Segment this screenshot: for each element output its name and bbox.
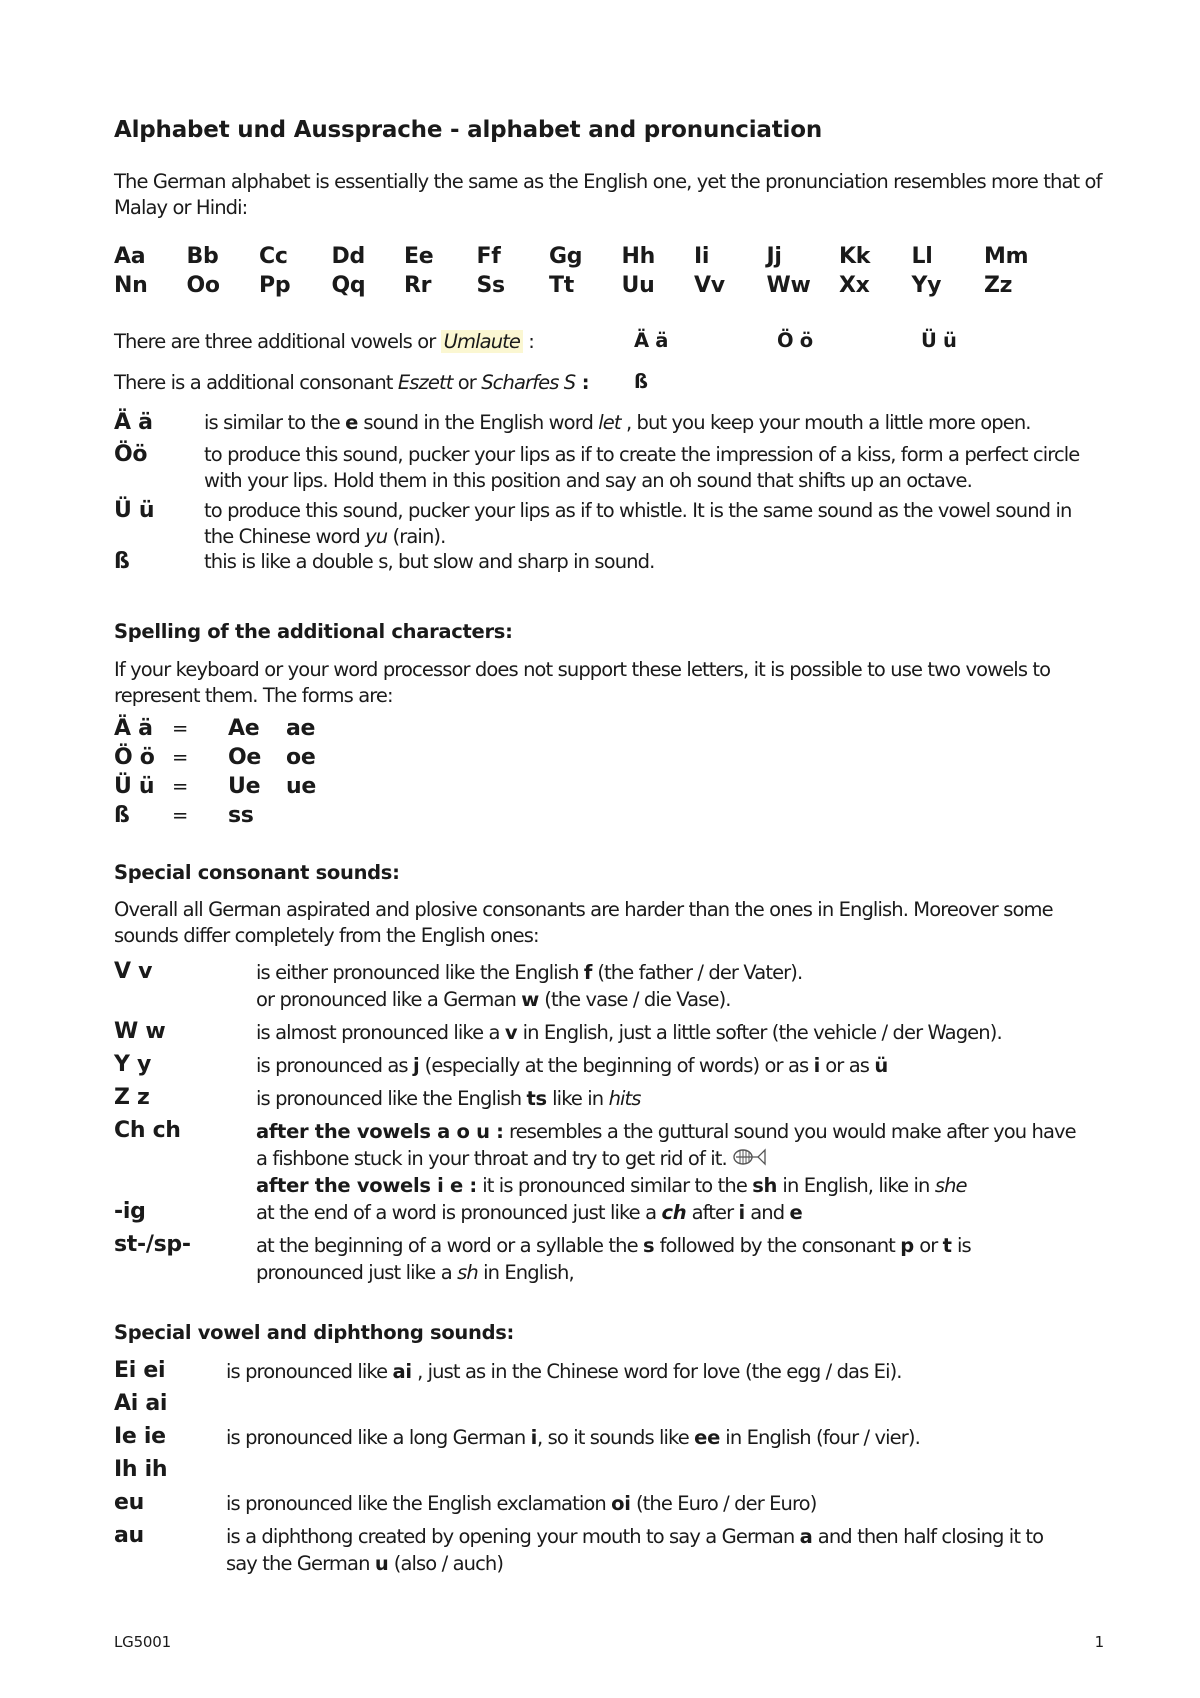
- description-text: in English,: [477, 1261, 574, 1284]
- term-key: -ig: [114, 1199, 146, 1224]
- alphabet-letter: Aa: [114, 244, 146, 269]
- term-key: Ih ih: [114, 1457, 168, 1482]
- example-word: let: [598, 411, 621, 434]
- equals-sign: =: [172, 775, 188, 798]
- alphabet-letter: Tt: [549, 273, 574, 298]
- alphabet-letter: Ss: [476, 273, 505, 298]
- term-description-line: [256, 960, 802, 986]
- term-key: W w: [114, 1019, 166, 1044]
- spelling-row: [114, 745, 414, 773]
- alphabet-letter: Gg: [549, 244, 583, 269]
- umlaut-letter-o: Ö ö: [777, 329, 813, 352]
- footer-page-number: 1: [1094, 1633, 1104, 1651]
- description-text: is similar to the: [204, 411, 346, 434]
- term-description-line: [256, 1260, 574, 1286]
- spelling-row: [114, 716, 414, 744]
- eszett-colon: :: [575, 371, 590, 394]
- term-key: Z z: [114, 1085, 150, 1110]
- alphabet-letter: Oo: [186, 273, 220, 298]
- alphabet-letter: Dd: [331, 244, 365, 269]
- term-description-line: [256, 1119, 1076, 1145]
- term-description-line: [226, 1359, 902, 1385]
- alphabet-letter: Bb: [186, 244, 219, 269]
- description-text: , but you keep your mouth a little more open.: [620, 411, 1031, 434]
- emphasis-text: i: [813, 1054, 820, 1077]
- emphasis-text: p: [900, 1234, 914, 1257]
- term-description-line: [256, 1020, 1002, 1046]
- alphabet-letter: Ii: [694, 244, 710, 269]
- eszett-intro: [114, 370, 589, 396]
- emphasis-text: j: [412, 1054, 420, 1077]
- replacement-lower: ue: [286, 774, 316, 799]
- umlaut-description: [204, 410, 1104, 436]
- emphasis-text: t: [942, 1234, 952, 1257]
- umlaut-key: ß: [114, 549, 130, 574]
- description-text: after: [686, 1201, 739, 1224]
- replacement-lower: oe: [286, 745, 316, 770]
- description-text: say the German: [226, 1552, 375, 1575]
- emphasis-text: ts: [526, 1087, 547, 1110]
- umlaut-form: ß: [114, 803, 130, 828]
- alphabet-letter: Ll: [911, 244, 933, 269]
- replacement-lower: ae: [286, 716, 316, 741]
- description-text: a fishbone stuck in your throat and try to get rid of it.: [256, 1147, 733, 1170]
- description-text: (especially at the beginning of words) or as: [419, 1054, 814, 1077]
- term-key: st-/sp-: [114, 1232, 191, 1257]
- alphabet-letter: Zz: [984, 273, 1013, 298]
- description-text: (also / auch): [388, 1552, 504, 1575]
- example-word: sh: [457, 1261, 478, 1284]
- description-text: like in: [546, 1087, 609, 1110]
- eszett-intro-text: There is a additional consonant: [114, 371, 398, 394]
- umlaut-form: Ä ä: [114, 716, 153, 741]
- description-text: pronounced just like a: [256, 1261, 458, 1284]
- term-description-line: [256, 1086, 641, 1112]
- alphabet-letter: Hh: [621, 244, 655, 269]
- emphasis-text: e: [789, 1201, 803, 1224]
- alphabet-letter: Yy: [911, 273, 942, 298]
- description-text: sound in the English word: [358, 411, 599, 434]
- fishbone-icon: [732, 1147, 766, 1167]
- example-word: she: [934, 1174, 967, 1197]
- alphabet-letter: Cc: [259, 244, 288, 269]
- term-description-line: [256, 1053, 888, 1079]
- replacement-upper: Ue: [228, 774, 261, 799]
- umlaut-letter-a: Ä ä: [634, 329, 669, 352]
- term-description-line: [226, 1425, 920, 1451]
- alphabet-letter: Jj: [766, 244, 782, 269]
- emphasis-text: f: [583, 961, 593, 984]
- emphasis-text: ee: [694, 1426, 720, 1449]
- description-text: (the vase / die Vase).: [538, 988, 731, 1011]
- emphasis-text: i: [530, 1426, 538, 1449]
- description-text: resembles a the guttural sound you would make after you have: [503, 1120, 1076, 1143]
- description-text: it is pronounced similar to the: [476, 1174, 753, 1197]
- spelling-row: [114, 803, 414, 831]
- emphasis-text: after the vowels i e :: [256, 1174, 477, 1197]
- replacement-upper: ss: [228, 803, 254, 828]
- description-text: (the father / der Vater).: [592, 961, 803, 984]
- term-description-line: [226, 1491, 816, 1517]
- umlaut-description: [204, 442, 1104, 494]
- term-key: V v: [114, 959, 153, 984]
- alphabet-letter: Ee: [404, 244, 434, 269]
- emphasis-text: ai: [392, 1360, 412, 1383]
- emphasis-text: after the vowels a o u :: [256, 1120, 504, 1143]
- scharfes-s-term: Scharfes S: [481, 371, 576, 394]
- umlaut-intro-text: There are three additional vowels or: [114, 330, 441, 353]
- umlaut-term: Umlaute: [441, 330, 523, 353]
- description-text: is pronounced like the English: [256, 1087, 527, 1110]
- description-text: to produce this sound, pucker your lips as if to whistle. It is the same sound as the vowel sound in the Chinese word: [204, 499, 1072, 548]
- term-key: eu: [114, 1490, 144, 1515]
- umlaut-form: Ü ü: [114, 774, 155, 799]
- alphabet-letter: Ff: [476, 244, 501, 269]
- emphasis-text: u: [374, 1552, 389, 1575]
- description-text: at the beginning of a word or a syllable the: [256, 1234, 643, 1257]
- spelling-heading: Spelling of the additional characters:: [114, 620, 513, 643]
- description-text: is: [951, 1234, 971, 1257]
- alphabet-letter: Qq: [331, 273, 366, 298]
- term-description-line: [256, 987, 731, 1013]
- emphasis-text: v: [504, 1021, 518, 1044]
- umlaut-intro: [114, 329, 534, 355]
- description-text: is either pronounced like the English: [256, 961, 584, 984]
- description-text: (rain).: [387, 525, 446, 548]
- term-description-line: [226, 1551, 503, 1577]
- alphabet-letter: Ww: [766, 273, 811, 298]
- equals-sign: =: [172, 717, 188, 740]
- description-text: or as: [819, 1054, 875, 1077]
- eszett-term: Eszett: [397, 371, 453, 394]
- emphasis-text: e: [345, 411, 359, 434]
- term-key: Ai ai: [114, 1391, 168, 1416]
- term-key: Ei ei: [114, 1358, 166, 1383]
- term-description-line: [256, 1146, 766, 1172]
- vowels-heading: Special vowel and diphthong sounds:: [114, 1321, 515, 1344]
- spelling-paragraph: If your keyboard or your word processor does not support these letters, it is possible to use two vowels to represent them. The forms are:: [114, 658, 1051, 707]
- umlaut-description: [204, 498, 1104, 550]
- emphasis-text: s: [642, 1234, 655, 1257]
- term-description-line: [256, 1173, 967, 1199]
- eszett-or: or: [452, 371, 482, 394]
- term-key: Ch ch: [114, 1118, 181, 1143]
- emphasis-text: ch: [661, 1201, 687, 1224]
- emphasis-text: ü: [874, 1054, 888, 1077]
- emphasis-text: i: [738, 1201, 745, 1224]
- example-word: hits: [608, 1087, 641, 1110]
- description-text: is pronounced as: [256, 1054, 413, 1077]
- description-text: or: [913, 1234, 943, 1257]
- description-text: at the end of a word is pronounced just like a: [256, 1201, 662, 1224]
- description-text: is almost pronounced like a: [256, 1021, 505, 1044]
- emphasis-text: w: [521, 988, 539, 1011]
- description-text: (the Euro / der Euro): [630, 1492, 817, 1515]
- description-text: followed by the consonant: [654, 1234, 901, 1257]
- consonants-paragraph: Overall all German aspirated and plosive consonants are harder than the ones in English. Moreover some sounds differ completely from the English ones:: [114, 898, 1053, 947]
- page-title: Alphabet und Aussprache - alphabet and pronunciation: [114, 117, 822, 143]
- term-description-line: [256, 1200, 802, 1226]
- eszett-letter: ß: [634, 370, 648, 393]
- term-description-line: [226, 1524, 1043, 1550]
- footer-doc-code: LG5001: [114, 1633, 171, 1651]
- replacement-upper: Oe: [228, 745, 262, 770]
- term-key: Ie ie: [114, 1424, 166, 1449]
- description-text: is pronounced like: [226, 1360, 393, 1383]
- consonants-heading: Special consonant sounds:: [114, 861, 400, 884]
- example-word: yu: [365, 525, 388, 548]
- umlaut-form: Ö ö: [114, 745, 155, 770]
- umlaut-key: Ü ü: [114, 498, 155, 523]
- description-text: , so it sounds like: [537, 1426, 695, 1449]
- equals-sign: =: [172, 746, 188, 769]
- alphabet-letter: Uu: [621, 273, 655, 298]
- description-text: is pronounced like a long German: [226, 1426, 531, 1449]
- alphabet-letter: Xx: [839, 273, 870, 298]
- intro-paragraph: The German alphabet is essentially the same as the English one, yet the pronunciation resembles more that of Malay or Hindi:: [114, 170, 1102, 219]
- alphabet-letter: Vv: [694, 273, 725, 298]
- alphabet-letter: Pp: [259, 273, 291, 298]
- term-key: Y y: [114, 1052, 152, 1077]
- umlaut-letter-u: Ü ü: [921, 329, 957, 352]
- description-text: in English, just a little softer (the vehicle / der Wagen).: [517, 1021, 1002, 1044]
- term-description-line: [256, 1233, 971, 1259]
- emphasis-text: sh: [752, 1174, 778, 1197]
- description-text: to produce this sound, pucker your lips as if to create the impression of a kiss, form a perfect circle with your lips. Hold them in this position and say an oh sound that shifts up an octave.: [204, 443, 1080, 492]
- term-key: au: [114, 1523, 144, 1548]
- description-text: or pronounced like a German: [256, 988, 522, 1011]
- umlaut-description: [204, 549, 1104, 575]
- description-text: and: [744, 1201, 790, 1224]
- alphabet-letter: Kk: [839, 244, 871, 269]
- spelling-row: [114, 774, 414, 802]
- umlaut-key: Öö: [114, 442, 148, 467]
- replacement-upper: Ae: [228, 716, 260, 741]
- emphasis-text: oi: [611, 1492, 631, 1515]
- description-text: , just as in the Chinese word for love (the egg / das Ei).: [411, 1360, 902, 1383]
- description-text: in English, like in: [777, 1174, 935, 1197]
- description-text: in English (four / vier).: [720, 1426, 920, 1449]
- description-text: this is like a double s, but slow and sharp in sound.: [204, 550, 655, 573]
- umlaut-key: Ä ä: [114, 410, 153, 435]
- alphabet-letter: Mm: [984, 244, 1029, 269]
- alphabet-letter: Nn: [114, 273, 148, 298]
- description-text: and then half closing it to: [812, 1525, 1044, 1548]
- equals-sign: =: [172, 804, 188, 827]
- description-text: is a diphthong created by opening your mouth to say a German: [226, 1525, 800, 1548]
- umlaut-colon: :: [523, 330, 534, 353]
- emphasis-text: a: [799, 1525, 813, 1548]
- description-text: is pronounced like the English exclamation: [226, 1492, 612, 1515]
- alphabet-letter: Rr: [404, 273, 432, 298]
